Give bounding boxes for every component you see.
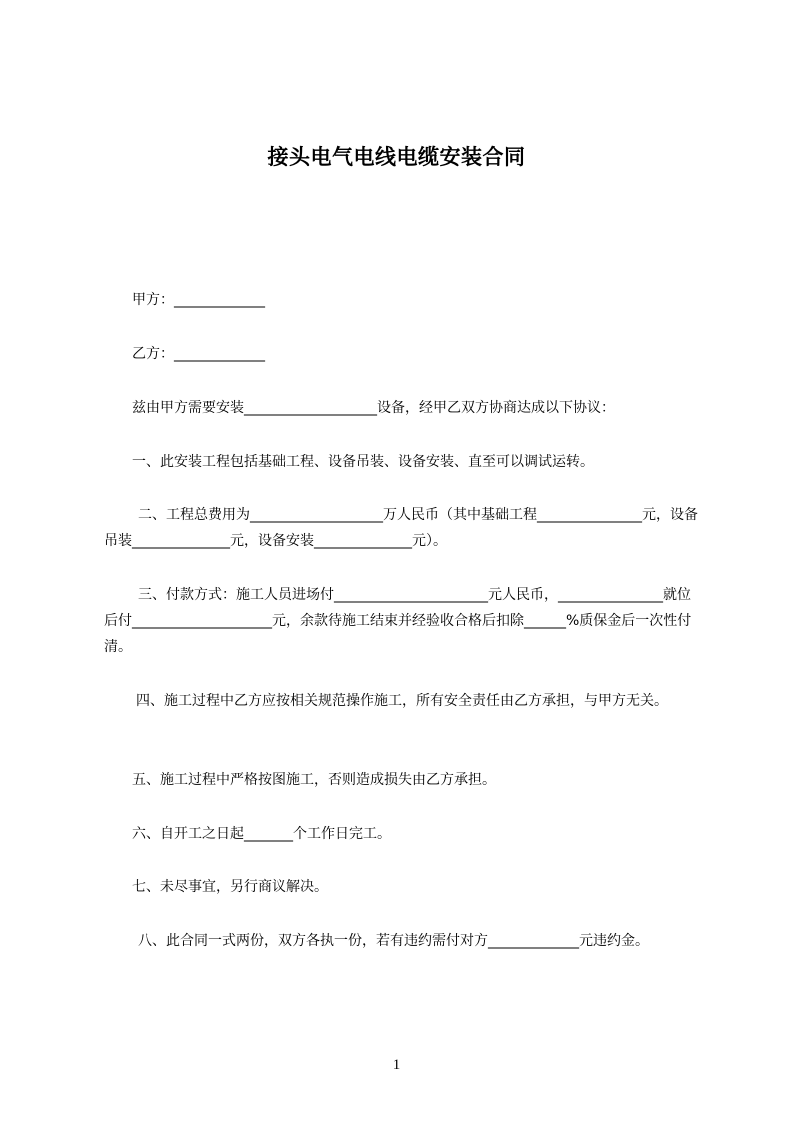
clause-2: 二、工程总费用为___________________万人民币（其中基础工程_______________元，设备吊装______________元，设备安装______________元）。	[104, 507, 698, 549]
party-b-line: 乙方：_____________	[132, 346, 265, 362]
clause-5: 五、施工过程中严格按图施工，否则造成损失由乙方承担。	[132, 772, 496, 788]
clause-3: 三、付款方式：施工人员进场付______________________元人民币，_______________就位后付____________________元，余款待施工结束并经验收合格后扣除______%质保金后一次性付清。	[104, 587, 692, 655]
clause-1: 一、此安装工程包括基础工程、设备吊装、设备安装、直至可以调试运转。	[132, 454, 594, 470]
document-title: 接头电气电线电缆安装合同	[267, 145, 526, 169]
clause-7: 七、未尽事宜，另行商议解决。	[132, 879, 328, 895]
page-number: 1	[392, 1057, 401, 1073]
clause-4: 四、施工过程中乙方应按相关规范操作施工，所有安全责任由乙方承担，与甲方无关。	[136, 693, 668, 709]
party-a-line: 甲方：_____________	[132, 292, 265, 308]
intro-paragraph: 兹由甲方需要安装___________________设备，经甲乙双方协商达成以下协议：	[132, 400, 615, 416]
clause-6: 六、自开工之日起_______个工作日完工。	[132, 826, 391, 842]
clause-8: 八、此合同一式两份，双方各执一份，若有违约需付对方_____________元违约金。	[138, 933, 649, 949]
